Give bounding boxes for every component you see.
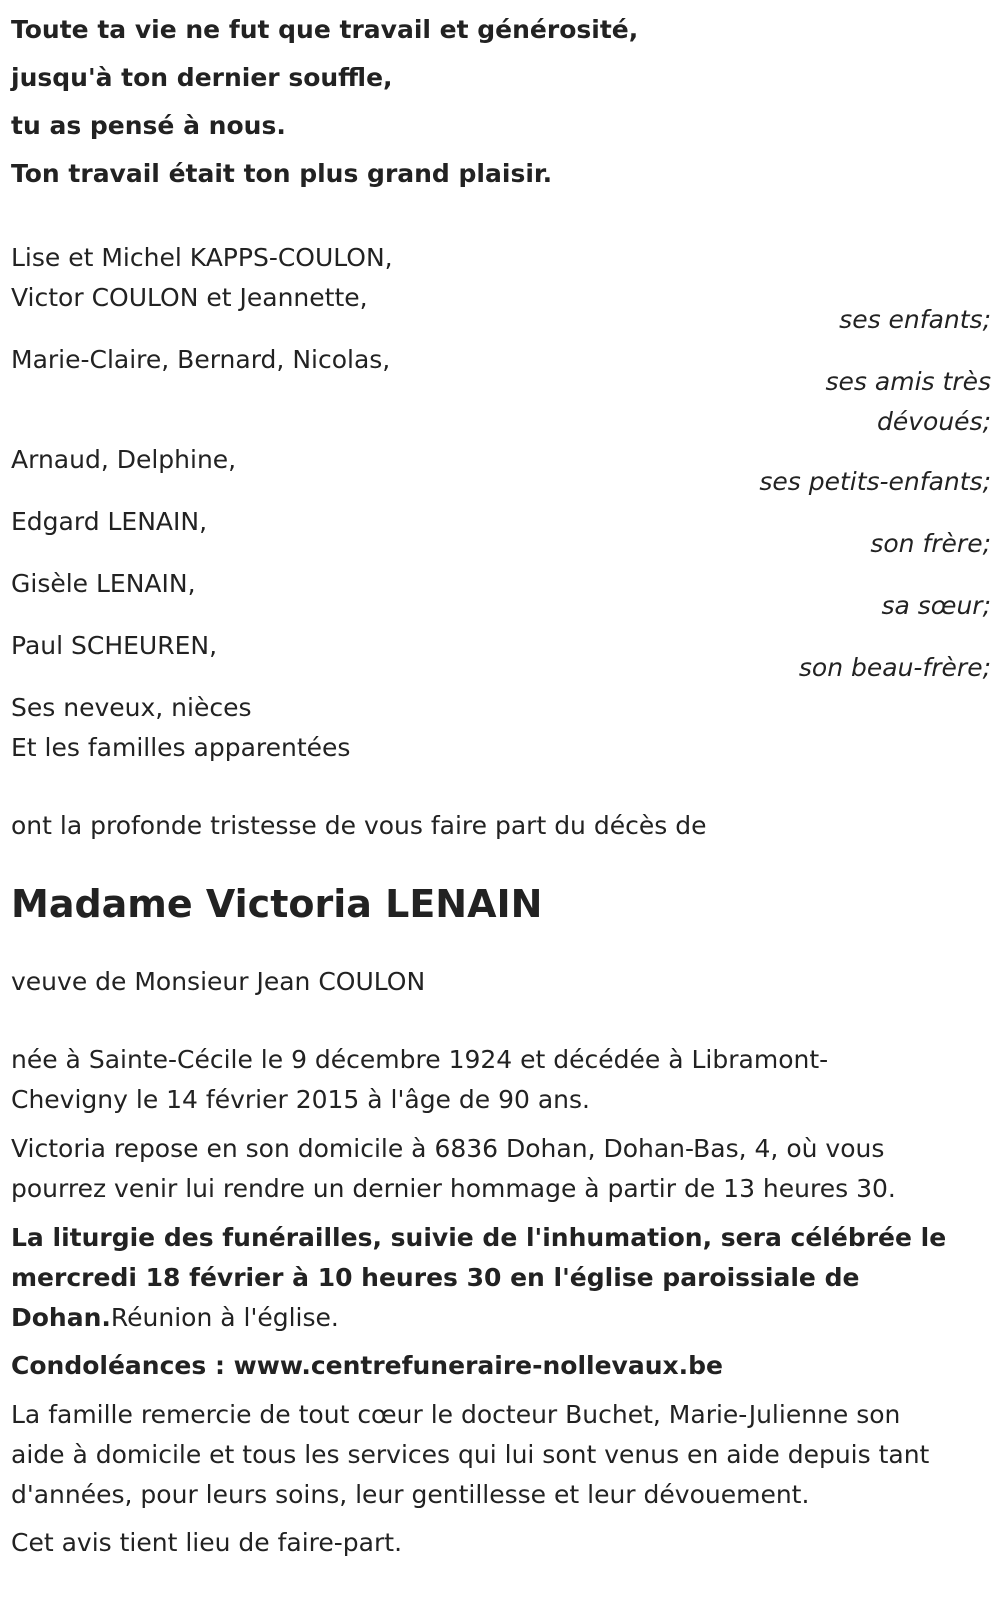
family-sister xyxy=(11,564,991,626)
text-line: pourrez venir lui rendre un dernier hommage à partir de 13 heures 30. xyxy=(11,1174,896,1203)
family-relation: dévoués; xyxy=(876,407,991,436)
obituary-notice xyxy=(11,0,991,1563)
verse-line: jusqu'à ton dernier souffle, xyxy=(11,63,393,92)
family-relation: sa sœur; xyxy=(881,591,991,620)
family-children xyxy=(11,238,991,340)
widow-of-text: veuve de Monsieur Jean COULON xyxy=(11,967,426,996)
verse-line: tu as pensé à nous. xyxy=(11,111,286,140)
closing-text: Cet avis tient lieu de faire-part. xyxy=(11,1528,403,1557)
text-line: Victoria repose en son domicile à 6836 Dohan, Dohan-Bas, 4, où vous xyxy=(11,1134,885,1163)
family-list xyxy=(11,238,991,768)
family-relation: ses amis très xyxy=(825,367,991,396)
text-line: aide à domicile et tous les services qui lui sont venus en aide depuis tant xyxy=(11,1440,930,1469)
family-relation: son beau-frère; xyxy=(798,653,991,682)
family-others xyxy=(11,688,991,768)
deceased-name: Madame Victoria LENAIN xyxy=(11,882,543,926)
text-line: La famille remercie de tout cœur le docteur Buchet, Marie-Julienne son xyxy=(11,1400,901,1429)
funeral-meeting: Réunion à l'église. xyxy=(110,1303,339,1332)
thanks-text xyxy=(11,1395,991,1515)
family-name: Et les familles apparentées xyxy=(11,733,351,762)
text-line: d'années, pour leurs soins, leur gentillesse et leur dévouement. xyxy=(11,1480,810,1509)
verse-line: Toute ta vie ne fut que travail et générosité, xyxy=(11,15,639,44)
text-line: La liturgie des funérailles, suivie de l'inhumation, sera célébrée le xyxy=(11,1223,947,1252)
family-name: Victor COULON et Jeannette, xyxy=(11,283,368,312)
visitation-text xyxy=(11,1129,991,1209)
announcement-text: ont la profonde tristesse de vous faire part du décès de xyxy=(11,811,707,840)
family-name: Paul SCHEUREN, xyxy=(11,631,218,660)
family-grandchildren xyxy=(11,440,991,502)
family-friends xyxy=(11,340,991,440)
family-name: Gisèle LENAIN, xyxy=(11,569,196,598)
funeral-text xyxy=(11,1218,991,1338)
verse-line: Ton travail était ton plus grand plaisir. xyxy=(11,159,553,188)
text-line: Chevigny le 14 février 2015 à l'âge de 90 ans. xyxy=(11,1085,590,1114)
text-line: née à Sainte-Cécile le 9 décembre 1924 et décédée à Libramont- xyxy=(11,1045,829,1074)
verse xyxy=(11,6,991,198)
condolences-link: Condoléances : www.centrefuneraire-nollevaux.be xyxy=(11,1351,723,1380)
text-line xyxy=(11,1298,991,1338)
family-relation: ses enfants; xyxy=(839,305,991,334)
family-name: Arnaud, Delphine, xyxy=(11,445,237,474)
family-name: Marie-Claire, Bernard, Nicolas, xyxy=(11,345,391,374)
text-line: mercredi 18 février à 10 heures 30 en l'église paroissiale de xyxy=(11,1263,860,1292)
family-relation: ses petits-enfants; xyxy=(759,467,991,496)
funeral-place: Dohan. xyxy=(11,1303,111,1332)
family-name: Ses neveux, nièces xyxy=(11,693,252,722)
family-relation: son frère; xyxy=(870,529,991,558)
family-brother-in-law xyxy=(11,626,991,688)
family-name: Edgard LENAIN, xyxy=(11,507,208,536)
birth-death-text xyxy=(11,1040,991,1120)
family-name: Lise et Michel KAPPS-COULON, xyxy=(11,243,393,272)
family-brother xyxy=(11,502,991,564)
